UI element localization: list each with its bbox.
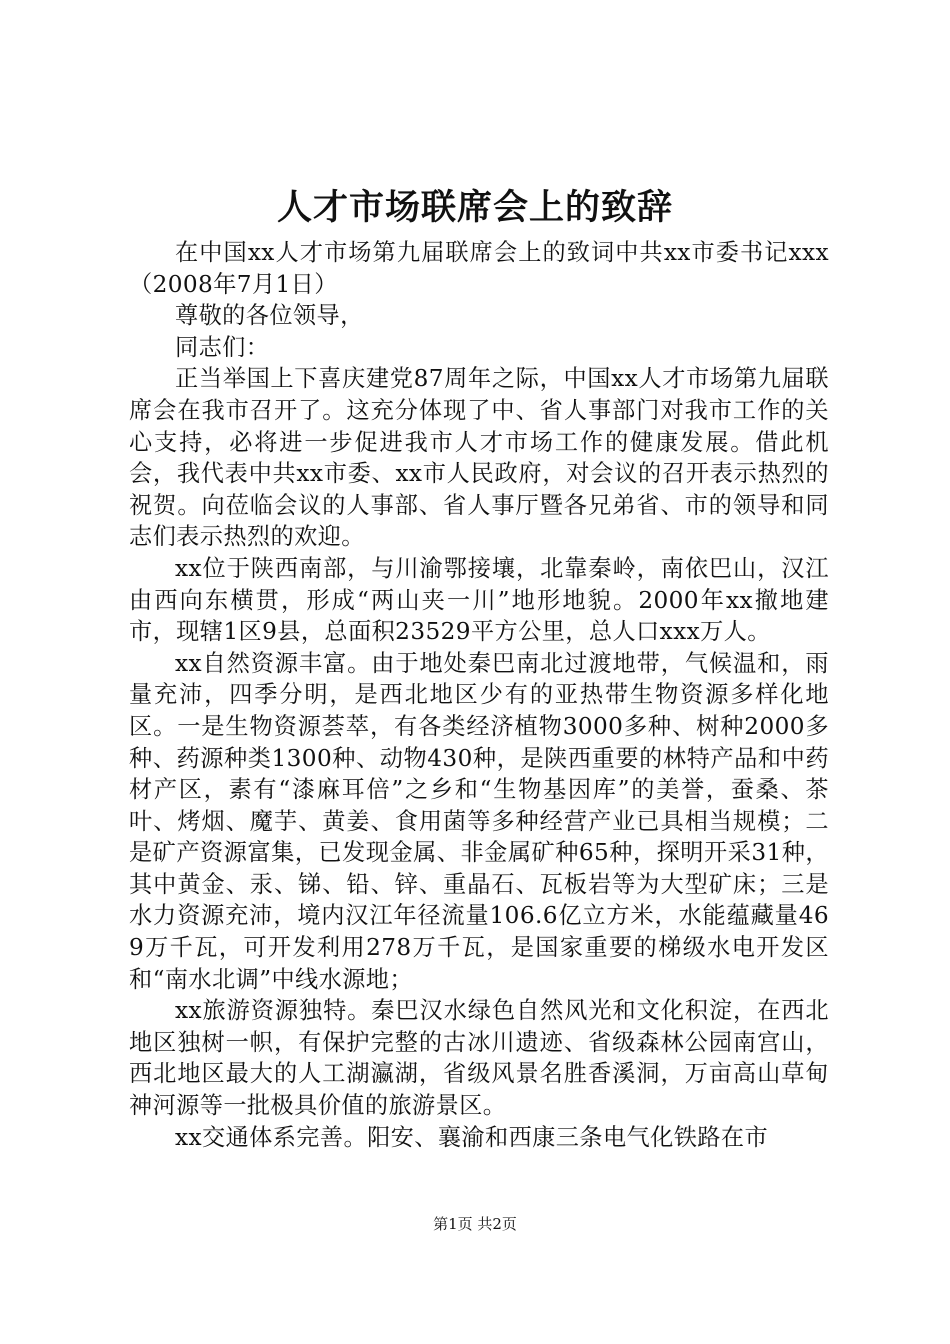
paragraph-salutation: 尊敬的各位领导， [175, 302, 364, 330]
paragraph-transport: xx交通体系完善。阳安、襄渝和西康三条电气化铁路在市 [175, 1123, 769, 1151]
paragraph-geography: xx位于陕西南部，与川渝鄂接壤，北靠秦岭，南依巴山，汉江由西向东横贯，形成“两山夹一川”地形地貌。2000年xx撤地建市，现辖1区9县，总面积23529平方公里，总人口xxx万人。 [129, 554, 829, 646]
paragraph-greeting: 同志们： [175, 333, 270, 361]
paragraph-tourism: xx旅游资源独特。秦巴汉水绿色自然风光和文化积淀，在西北地区独树一帜，有保护完整的古冰川遗迹、省级森林公园南宫山，西北地区最大的人工湖瀛湖，省级风景名胜香溪洞，万亩高山草甸神河源等一批极具价值的旅游景区。 [129, 997, 829, 1120]
page-number: 第1页 共2页 [433, 1215, 517, 1233]
paragraph-heading-line: 在中国xx人才市场第九届联席会上的致词中共xx市委书记xxx（2008年7月1日） [129, 239, 829, 298]
document-title: 人才市场联席会上的致辞 [276, 187, 673, 228]
paragraph-natural-resources: xx自然资源丰富。由于地处秦巴南北过渡地带，气候温和，雨量充沛，四季分明，是西北地区少有的亚热带生物资源多样化地区。一是生物资源荟萃，有各类经济植物3000多种、树种2000多种、药源种类1300种、动物430种，是陕西重要的林特产品和中药材产区，素有“漆麻耳倍”之乡和“生物基因库”的美誉，蚕桑、茶叶、烤烟、魔芋、黄姜、食用菌等多种经营产业已具相当规模；二是矿产资源富集，已发现金属、非金属矿种65种，探明开采31种，其中黄金、汞、锑、铅、锌、重晶石、瓦板岩等为大型矿床；三是水力资源充沛，境内汉江年径流量106.6亿立方米，水能蕴藏量469万千瓦，可开发利用278万千瓦，是国家重要的梯级水电开发区和“南水北调”中线水源地； [129, 649, 829, 993]
paragraph-welcome: 正当举国上下喜庆建党87周年之际，中国xx人才市场第九届联席会在我市召开了。这充分体现了中、省人事部门对我市工作的关心支持，必将进一步促进我市人才市场工作的健康发展。借此机会，我代表中共xx市委、xx市人民政府，对会议的召开表示热烈的祝贺。向莅临会议的人事部、省人事厅暨各兄弟省、市的领导和同志们表示热烈的欢迎。 [129, 365, 829, 551]
document-body [129, 237, 829, 1153]
